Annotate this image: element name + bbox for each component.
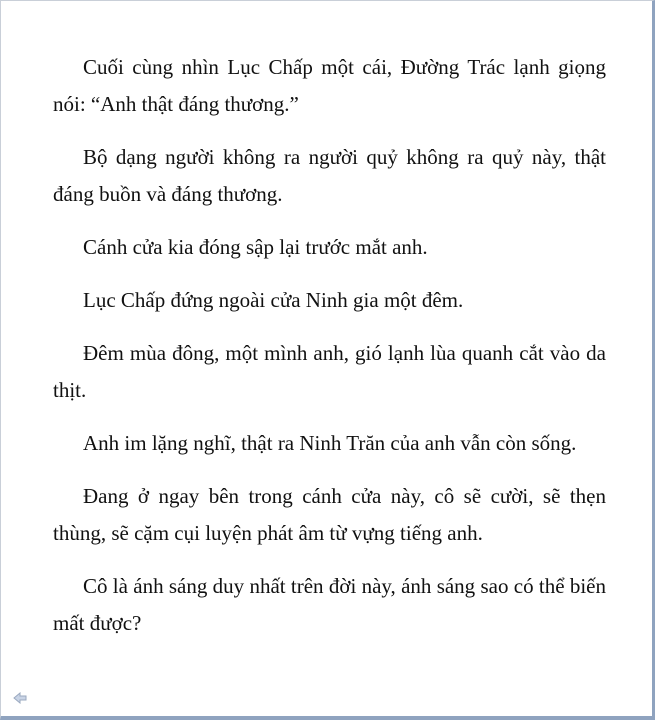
paragraph: Đang ở ngay bên trong cánh cửa này, cô sẽ cười, sẽ thẹn thùng, sẽ cặm cụi luyện phát âm từ vựng tiếng anh. [53,484,606,545]
document-page [1,1,652,716]
paragraph: Lục Chấp đứng ngoài cửa Ninh gia một đêm. [83,288,464,312]
paragraph: Đêm mùa đông, một mình anh, gió lạnh lùa quanh cắt vào da thịt. [53,341,606,402]
paragraph: Cô là ánh sáng duy nhất trên đời này, ánh sáng sao có thể biến mất được? [53,574,606,635]
paragraph: Anh im lặng nghĩ, thật ra Ninh Trăn của anh vẫn còn sống. [83,431,577,455]
paragraph: Bộ dạng người không ra người quỷ không ra quỷ này, thật đáng buồn và đáng thương. [53,145,606,206]
left-arrow-icon[interactable] [13,692,27,704]
paragraph: Cuối cùng nhìn Lục Chấp một cái, Đường Trác lạnh giọng nói: “Anh thật đáng thương.” [53,55,606,116]
paragraph: Cánh cửa kia đóng sập lại trước mắt anh. [83,235,428,259]
